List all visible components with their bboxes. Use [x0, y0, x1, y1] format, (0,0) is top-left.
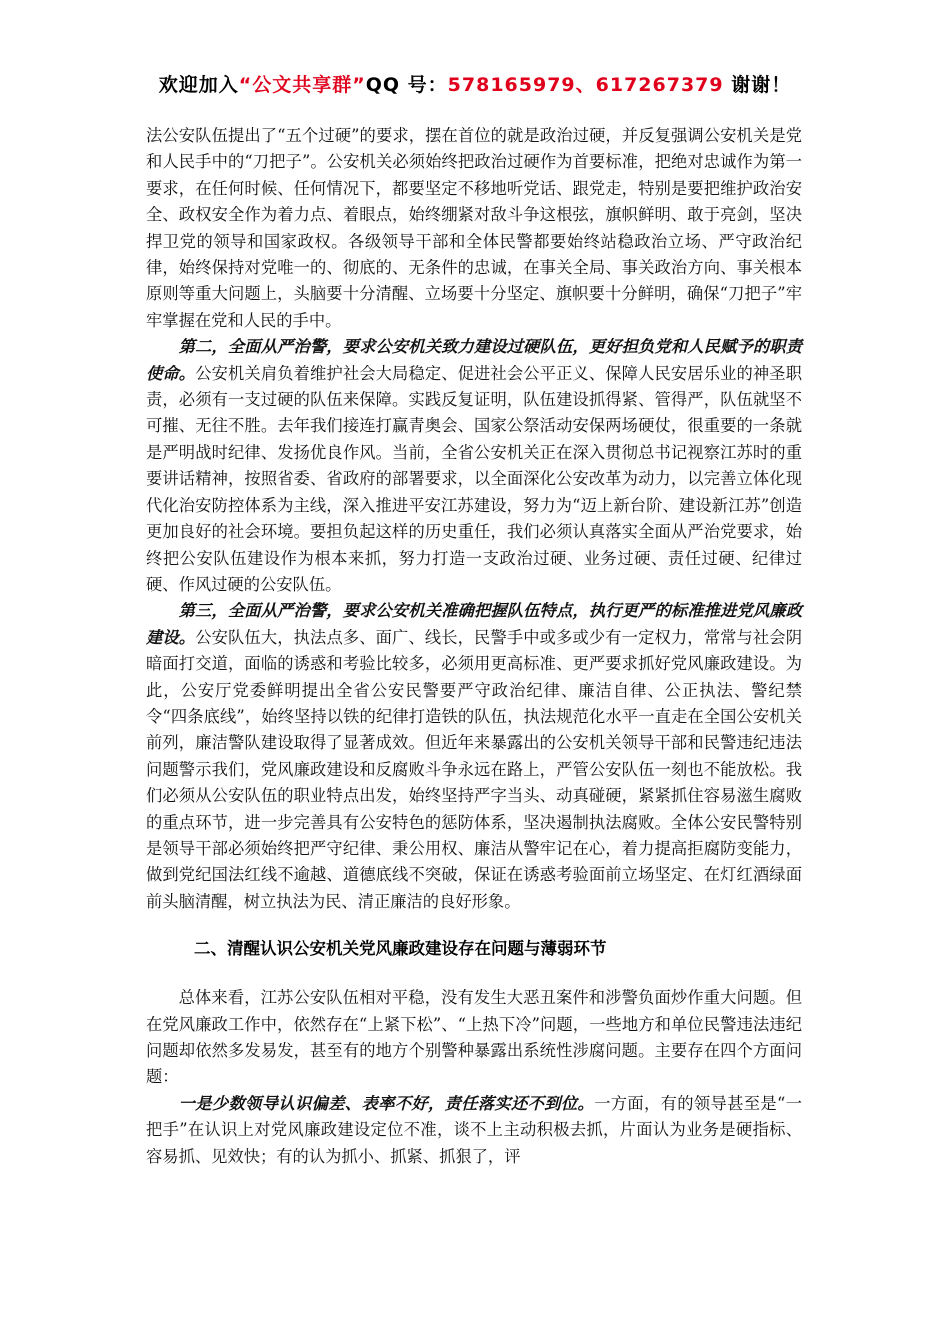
paragraph-second-point: [146, 334, 802, 598]
paragraph-third-point-lead: 第三，全面从严治警，要求公安机关准确把握队伍特点，执行更严的标准推进党风廉政建设。: [146, 601, 802, 647]
banner-group-name: “公文共享群”: [238, 74, 366, 96]
paragraph-problem-one-body: 一方面，有的领导甚至是“一把手”在认识上对党风廉政建设定位不准，谈不上主动积极去抓，片面认为业务是硬指标、容易抓、见效快；有的认为抓小、抓紧、抓狠了，评: [146, 1093, 802, 1166]
section-heading-two: 二、清醒认识公安机关党风廉政建设存在问题与薄弱环节: [194, 939, 607, 959]
paragraph-problem-one: [146, 1091, 802, 1170]
paragraph-overview: 总体来看，江苏公安队伍相对平稳，没有发生大恶丑案件和涉警负面炒作重大问题。但在党风廉政工作中，依然存在“上紧下松”、“上热下冷”问题，一些地方和单位民警违法违纪问题却依然多发易发，甚至有的地方个别警种暴露出系统性涉腐问题。主要存在四个方面问题：: [146, 988, 802, 1087]
banner-prefix: 欢迎加入: [158, 74, 239, 96]
banner-qq-label: QQ 号：: [365, 74, 448, 96]
paragraph-third-point: [146, 598, 802, 915]
document-body: [146, 123, 802, 1170]
paragraph-continued: 法公安队伍提出了“五个过硬”的要求，摆在首位的就是政治过硬，并反复强调公安机关是党和人民手中的“刀把子”。公安机关必须始终把政治过硬作为首要标准，把绝对忠诚作为第一要求，在任何时候、任何情况下，都要坚定不移地听党话、跟党走，特别是要把维护政治安全、政权安全作为着力点、着眼点，始终绷紧对敌斗争这根弦，旗帜鲜明、敢于亮剑，坚决捍卫党的领导和国家政权。各级领导干部和全体民警都要始终站稳政治立场、严守政治纪律，始终保持对党唯一的、彻底的、无条件的忠诚，在事关全局、事关政治方向、事关根本原则等重大问题上，头脑要十分清醒、立场要十分坚定、旗帜要十分鲜明，确保“刀把子”牢牢掌握在党和人民的手中。: [146, 126, 802, 330]
paragraph-second-point-lead: 第二，全面从严治警，要求公安机关致力建设过硬队伍，更好担负党和人民赋予的职责使命。: [146, 337, 802, 383]
share-group-banner: [0, 70, 950, 97]
paragraph-third-point-body: 公安队伍大，执法点多、面广、线长，民警手中或多或少有一定权力，常常与社会阴暗面打交道，面临的诱惑和考验比较多，必须用更高标准、更严要求抓好党风廉政建设。为此，公安厅党委鲜明提出全省公安民警要严守政治纪律、廉洁自律、公正执法、警纪禁令“四条底线”，始终坚持以铁的纪律打造铁的队伍，执法规范化水平一直走在全国公安机关前列，廉洁警队建设取得了显著成效。但近年来暴露出的公安机关领导干部和民警违纪违法问题警示我们，党风廉政建设和反腐败斗争永远在路上，严管公安队伍一刻也不能放松。我们必须从公安队伍的职业特点出发，始终坚持严字当头、动真碰硬，紧紧抓住容易滋生腐败的重点环节，进一步完善具有公安特色的惩防体系，坚决遏制执法腐败。全体公安民警特别是领导干部必须始终把严守纪律、秉公用权、廉洁从警牢记在心，着力提高拒腐防变能力，做到党纪国法红线不逾越、道德底线不突破，保证在诱惑考验面前立场坚定、在灯红酒绿面前头脑清醒，树立执法为民、清正廉洁的良好形象。: [146, 627, 802, 911]
paragraph-problem-one-lead: 一是少数领导认识偏差、表率不好，责任落实还不到位。: [178, 1093, 595, 1113]
banner-suffix: 谢谢！: [723, 74, 792, 96]
paragraph-second-point-body: 公安机关肩负着维护社会大局稳定、促进社会公平正义、保障人民安居乐业的神圣职责，必须有一支过硬的队伍来保障。实践反复证明，队伍建设抓得紧、管得严，队伍就坚不可摧、无往不胜。去年我们接连打赢青奥会、国家公祭活动安保两场硬仗，很重要的一条就是严明战时纪律、发扬优良作风。当前，全省公安机关正在深入贯彻总书记视察江苏时的重要讲话精神，按照省委、省政府的部署要求，以全面深化公安改革为动力，以完善立体化现代化治安防控体系为主线，深入推进平安江苏建设，努力为“迈上新台阶、建设新江苏”创造更加良好的社会环境。要担负起这样的历史重任，我们必须认真落实全面从严治党要求，始终把公安队伍建设作为根本来抓，努力打造一支政治过硬、业务过硬、责任过硬、纪律过硬、作风过硬的公安队伍。: [146, 363, 802, 594]
banner-qq-numbers: 578165979、617267379: [447, 74, 724, 96]
